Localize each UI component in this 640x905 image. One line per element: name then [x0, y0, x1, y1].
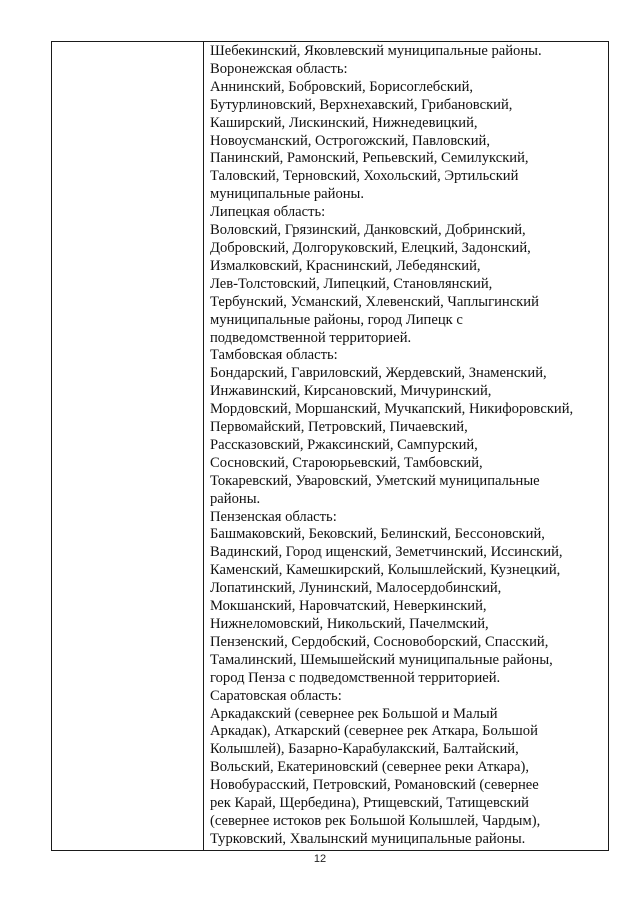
text-line: муниципальные районы, город Липецк с: [210, 311, 463, 328]
column-divider: [203, 41, 204, 851]
text-line: Мордовский, Моршанский, Мучкапский, Никифоровский,: [210, 401, 574, 418]
text-line: Токаревский, Уваровский, Уметский муниципальные: [210, 472, 540, 489]
text-line: подведомственной территорией.: [210, 329, 412, 346]
text-line: Аркадак), Аткарский (севернее рек Аткара, Большой: [210, 723, 538, 740]
text-line: Воронежская область:: [210, 60, 348, 77]
text-line: Тамбовская область:: [210, 347, 338, 364]
text-line: Новоусманский, Острогожский, Павловский,: [210, 132, 491, 149]
text-line: рек Карай, Щербедина), Ртищевский, Татищевский: [210, 795, 529, 812]
text-line: Инжавинский, Кирсановский, Мичуринский,: [210, 383, 492, 400]
text-line: Добровский, Долгоруковский, Елецкий, Задонский,: [210, 239, 531, 256]
text-line: муниципальные районы.: [210, 186, 365, 203]
text-line: Тамалинский, Шемышейский муниципальные районы,: [210, 651, 553, 668]
text-line: Каменский, Камешкирский, Колышлейский, Кузнецкий,: [210, 562, 561, 579]
text-line: Первомайский, Петровский, Пичаевский,: [210, 419, 468, 436]
text-line: Каширский, Лискинский, Нижнедевицкий,: [210, 114, 478, 131]
text-line: Бутурлиновский, Верхнехавский, Грибановский,: [210, 96, 513, 113]
text-line: Липецкая область:: [210, 204, 326, 221]
text-line: город Пенза с подведомственной территорией.: [210, 669, 501, 686]
text-line: Турковский, Хвалынский муниципальные районы.: [210, 830, 526, 847]
text-line: Шебекинский, Яковлевский муниципальные районы.: [210, 43, 542, 59]
text-line: Вадинский, Город ищенский, Земетчинский, Иссинский,: [210, 544, 563, 561]
page-number: 12: [313, 853, 327, 865]
text-line: Измалковский, Краснинский, Лебедянский,: [210, 257, 481, 274]
text-line: Нижнеломовский, Никольский, Пачелмский,: [210, 616, 489, 632]
text-line: Башмаковский, Бековский, Белинский, Бессоновский,: [210, 526, 545, 543]
text-line: Лопатинский, Лунинский, Малосердобинский,: [210, 580, 502, 597]
text-line: Тербунский, Усманский, Хлевенский, Чаплыгинский: [210, 293, 539, 310]
text-line: Панинский, Рамонский, Репьевский, Семилукский,: [210, 150, 529, 167]
text-line: Аркадакский (севернее рек Большой и Малый: [210, 705, 498, 722]
text-line: Воловский, Грязинский, Данковский, Добринский,: [210, 222, 526, 239]
text-line: Мокшанский, Наровчатский, Неверкинский,: [210, 598, 487, 615]
text-line: Таловский, Терновский, Хохольский, Эртильский: [210, 168, 519, 185]
text-line: Саратовская область:: [210, 687, 342, 704]
text-line: Колышлей), Базарно-Карабулакский, Балтайский,: [210, 741, 519, 758]
text-line: Вольский, Екатериновский (севернее реки Аткара),: [210, 759, 529, 776]
text-line: Бондарский, Гавриловский, Жердевский, Знаменский,: [210, 365, 547, 382]
text-line: Пензенская область:: [210, 508, 337, 525]
text-line: Новобурасский, Петровский, Романовский (севернее: [210, 777, 539, 794]
text-line: Рассказовский, Ржаксинский, Сампурский,: [210, 436, 478, 453]
text-line: (севернее истоков рек Большой Колышлей, Чардым),: [210, 812, 541, 829]
text-line: Сосновский, Староюрьевский, Тамбовский,: [210, 454, 483, 471]
text-line: Аннинский, Бобровский, Борисоглебский,: [210, 78, 474, 95]
districts-text-cell: [210, 43, 602, 849]
text-line: Пензенский, Сердобский, Сосновоборский, Спасский,: [210, 633, 549, 650]
text-line: Лев-Толстовский, Липецкий, Становлянский,: [210, 275, 493, 292]
text-line: районы.: [210, 490, 261, 507]
